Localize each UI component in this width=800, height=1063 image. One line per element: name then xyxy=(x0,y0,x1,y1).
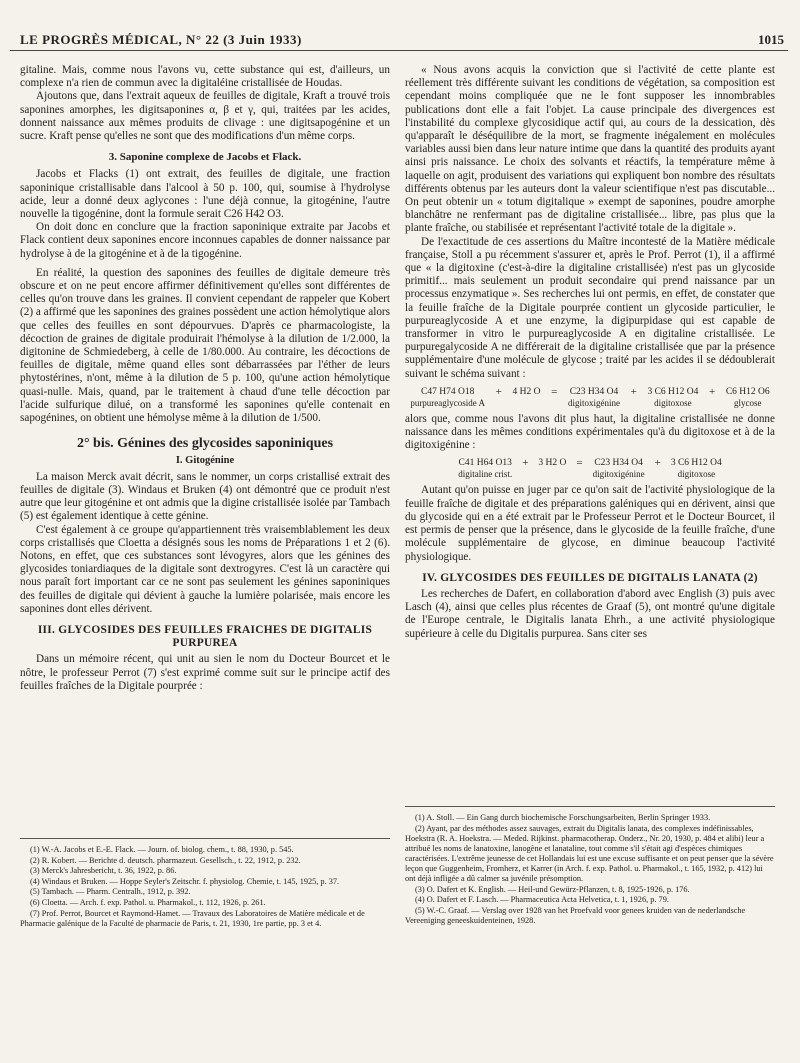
formula-label: digitoxose xyxy=(654,397,692,408)
formula-term xyxy=(671,458,722,480)
page-number: 1015 xyxy=(758,32,784,47)
formula-text: 3 C6 H12 O4 xyxy=(647,386,699,397)
footnote: (2) R. Kobert. — Berichte d. deutsch. pharmazeut. Gesellsch., t. 22, 1912, p. 232. xyxy=(30,855,301,865)
formula-operator: + xyxy=(630,385,637,398)
paragraph: Autant qu'on puisse en juger par ce qu'on sait de l'activité physiologique de la feuille fraîche de digitale et des préparations galéniques qui en dérivent, ainsi que du glycoside qui en a été extrait par le Professeur Perrot et le Docteur Bourcet, il est permis de penser que la présence, dans le glycoside de la feuille fraîche, d'une molécule supplémentaire de glycose, en diminue beaucoup l'activité physiologique. xyxy=(405,484,775,563)
footnote: (4) O. Dafert et F. Lasch. — Pharmaceutica Acta Helvetica, t. 1, 1926, p. 79. xyxy=(415,895,669,905)
formula-text: C41 H64 O13 xyxy=(458,458,512,469)
chemical-equation-1 xyxy=(405,387,775,409)
section-heading: 3. Saponine complexe de Jacobs et Flack. xyxy=(108,151,302,164)
formula-operator: = xyxy=(576,457,583,470)
paragraph: C'est également à ce groupe qu'appartiennent très vraisemblablement les deux corps cristallisés que Cloetta a désignés sous les noms de Préparations 1 et 2 (6). Notons, en effet, que ces substances sont lévogyres, alors que les génines des glycosides toniardiaques de la digitale sont dextrogyres. C'est là un caractère qui nous paraît fort important car ce ne sont pas seulement les génines saponiniques des feuilles de digitale qui dévient à gauche la lumière polarisée, mais encore les saponines dont elles dérivent. xyxy=(20,523,390,615)
footnote: (6) Cloetta. — Arch. f. exp. Pathol. u. Pharmakol., t. 112, 1926, p. 261. xyxy=(30,897,266,907)
footnote: (2) Ayant, par des méthodes assez sauvages, extrait du Digitalis lanata, des complexes indéfinissables, Hoekstra (R. A. Hoekstra. — Meded. Rijkinst. pharmacotherap. Onderz., Nr. 20, 1930, p. 484 et alibi) leur a attribué les noms de lanatoxine, lanogène et lanataline, tout comme s'il s'était agi d'espèces chimiques caractérisées. L'extrême jeunesse de cet Hollandais lui est une excuse suffisante et on peut penser que la sévère leçon que Guggenheim, Fromherz, et Karrer (in Arch. f. exp. Pathol. u. Pharmakol., t. 165, 1932, p. 412) lui ont déjà infligée a dû calmer sa juvénile présomption. xyxy=(405,823,774,884)
paragraph: En réalité, la question des saponines des feuilles de digitale demeure très obscure et on ne peut encore affirmer définitivement qu'elles sont différentes de celles qu'on trouve dans les graines. Il convient cependant de rappeler que Kobert (2) a affirmé que les saponines des graines possèdent une action hémolytique alors que celles des feuilles en sont dépourvues. D'après ce pharmacologiste, la décoction de graines de digitale produirait l'hémolyse à la dilution de 1/2.000, la digitonine de Schmiedeberg, à celle de 1/80.000. Au contraire, les décoctions de feuilles de digitale, même quand elles sont débarrassées par l'éther de leurs phytostérines, n'ont, même à la dilution de 5 p. 100, qu'une action hémolytique quasi-nulle. Mais, quand, par le traitement à chaud d'une telle décoction par l'acide sulfurique dilué, on a transformé les saponines qu'elle contenait en sapogénines, on obtient une hémolyse même à la dilution de 1/500. xyxy=(20,266,390,425)
footnote: (4) Windaus et Bruken. — Hoppe Seyler's Zeitschr. f. physiolog. Chemie, t. 145, 1925, p. 37. xyxy=(30,876,340,886)
formula-text: 3 C6 H12 O4 xyxy=(670,458,722,469)
paragraph: gitaline. Mais, comme nous l'avons vu, cette substance qui est, d'ailleurs, un complexe n'a rien de commun avec la digitaléine cristallisée de Houdas. xyxy=(20,64,390,90)
formula-term xyxy=(458,458,512,480)
formula-term xyxy=(513,387,541,409)
formula-text: C47 H74 O18 xyxy=(421,386,475,397)
footnote: (1) A. Stoll. — Ein Gang durch biochemische Forschungsarbeiten, Berlin Springer 1933. xyxy=(415,813,711,822)
paragraph: Jacobs et Flacks (1) ont extrait, des feuilles de digitale, une fraction saponinique cristallisable dans l'alcool à 50 p. 100, qui, soumise à l'hydrolyse acide, leur a donné deux aglycones : l'une déjà connue, la gitogénine, l'autre nouvelle la tigogénine, dont la formule serait C26 H42 O3. xyxy=(20,168,390,221)
paragraph: Les recherches de Dafert, en collaboration d'abord avec English (3) puis avec Lasch (4), ainsi que celles plus récentes de Graaf (5), ont montré qu'une digitale de l'Europe centrale, le Digitalis lanata Ehrh., a une activité physiologique supérieure à celle du Digitalis purpurea. Sans citer ses xyxy=(405,587,775,640)
footnote: (7) Prof. Perrot, Bourcet et Raymond-Hamet. — Travaux des Laboratoires de Matière médicale et de Pharmacie galénique de la Faculté de pharmacie de Paris, t. 21, 1930, 1re partie, pp. 3 et 4. xyxy=(20,908,365,928)
running-header xyxy=(10,30,788,51)
formula-label: purpureaglycoside A xyxy=(410,397,486,408)
formula-text: C23 H34 O4 xyxy=(594,458,643,469)
formula-text: 3 H2 O xyxy=(538,458,567,469)
paragraph: « Nous avons acquis la conviction que si l'activité de cette plante est réellement très différente suivant les conditions de végétation, sa composition est cependant moins compliquée que ne le font supposer les innombrables publications dont elle a fait l'objet. La cause principale des divergences est l'instabilité du complexe glycosidique actif qui, au cours de la dessication, dès qu'apparaît le déséquilibre de la mort, se fragmente inégalement en molécules variables aussi bien dans leur nature intime que dans la quantité des produits ayant ainsi pris naissance. Le choix des solvants et réactifs, la température même à laquelle on agit, produisent des variations qui expliquent bon nombre des résultats différents obtenus par les auteurs dont la valeur scientifique n'est pas discutable... On peut obtenir un « totum digitalique » exempt de saponines, poudre amorphe blanchâtre ne renfermant pas de digitaline cristallisée... libre, pas plus que la plante fraîche, ou stabilisée et représentant l'activité totale de la digitale ». xyxy=(405,64,775,235)
right-column xyxy=(405,64,775,641)
footnote: (5) W.-C. Graaf. — Verslag over 1928 van het Proefvald voor genees kruiden van de nederlandsche Vereeniging geneeskuidenteinen, 1928. xyxy=(405,905,746,925)
formula-text: C23 H34 O4 xyxy=(569,386,619,397)
paragraph: De l'exactitude de ces assertions du Maître incontesté de la Matière médicale française, Stoll a pu récemment s'assurer et, après le Prof. Perrot (1), il a affirmé que « la digitoxine (c'est-à-dire la digitaline cristallisée) n'est pas un glycoside primitif... mais seulement un produit secondaire qui prend naissance par un processus enzymatique ». Ses recherches lui ont permis, en effet, de constater que la feuille fraîche de la Digitale pourprée contient un glycoside particulier, le purpureaglycoside A et une enzyme, la digipurpidase qui est capable de transformer in vitro le purpureaglycoside A en digitaline cristallisée. Le purpuregalycoside A ne différerait de la digitaline cristallisée que par la présence supplémentaire d'une molécule de glycose ; traité par les acides il se dédoublerait suivant le schéma suivant : xyxy=(405,235,775,380)
formula-term xyxy=(726,387,770,409)
footnote: (3) O. Dafert et K. English. — Heil-und Gewürz-Pflanzen, t. 8, 1925-1926, p. 176. xyxy=(415,884,690,894)
formula-label: glycose xyxy=(734,397,762,408)
footnote: (5) Tambach. — Pharm. Centralh., 1912, p. 392. xyxy=(30,887,191,897)
subsection-heading: I. Gitogénine xyxy=(175,455,235,467)
section-heading: 2° bis. Génines des glycosides saponiniques xyxy=(76,436,334,452)
footnote: (3) Merck's Jahresbericht, t. 36, 1922, p. 86. xyxy=(30,866,177,876)
formula-text: C6 H12 O6 xyxy=(725,386,770,397)
formula-operator: + xyxy=(522,457,529,470)
formula-label: digitoxigénine xyxy=(592,469,645,480)
formula-operator: = xyxy=(551,385,558,398)
formula-term xyxy=(568,387,620,409)
formula-term xyxy=(538,458,566,480)
left-column xyxy=(20,64,390,693)
paragraph: La maison Merck avait décrit, sans le nommer, un corps cristallisé extrait des feuilles de digitale (3). Windaus et Bruken (4) ont démontré que ce produit n'est autre que leur gitogénine et ont admis que la digine cristallisée isolée par Tambach (5) est également identique à cette génine. xyxy=(20,470,390,523)
formula-label: digitaline crist. xyxy=(458,469,513,480)
formula-term xyxy=(410,387,485,409)
paragraph: On doit donc en conclure que la fraction saponinique extraite par Jacobs et Flack contient deux saponines encore inconnues capables de donner naissance par hydrolyse à de la gitogénine et à de la tigogénine. xyxy=(20,221,390,260)
section-heading: III. GLYCOSIDES DES FEUILLES FRAICHES DE DIGITALIS PURPUREA xyxy=(37,623,373,650)
formula-operator: + xyxy=(709,385,716,398)
formula-label: digitoxose xyxy=(677,469,716,480)
paragraph: Dans un mémoire récent, qui unit au sien le nom du Docteur Bourcet et le nôtre, le professeur Perrot (7) s'est exprimé comme suit sur le principe actif des feuilles fraîches de la Digitale pourprée : xyxy=(20,653,390,692)
footnotes-left xyxy=(20,838,390,929)
formula-operator: + xyxy=(654,457,661,470)
formula-label: digitoxigénine xyxy=(567,397,620,408)
formula-term xyxy=(593,458,645,480)
formula-text: 4 H2 O xyxy=(512,386,541,397)
footnotes-right xyxy=(405,806,775,927)
paragraph: alors que, comme nous l'avons dit plus haut, la digitaline cristallisée ne donne naissance dans les mêmes conditions expérimentales qu'à du digitoxose et à de la digitoxigénine : xyxy=(405,412,775,452)
footnote: (1) W.-A. Jacobs et E.-E. Flack. — Journ. of. biolog. chem., t. 88, 1930, p. 545. xyxy=(30,845,294,854)
chemical-equation-2 xyxy=(405,458,775,480)
formula-operator: + xyxy=(495,385,502,398)
section-heading: IV. GLYCOSIDES DES FEUILLES DE DIGITALIS LANATA (2) xyxy=(422,571,758,584)
paragraph: Ajoutons que, dans l'extrait aqueux de feuilles de digitale, Kraft a trouvé trois saponines amorphes, les digitsaponines α, β et γ, qui, traitées par les acides, donnent naissance aux mêmes produits de clivage : une digitsapogénine et un sucre. Kraft pense qu'elles ne sont que des modifications d'un même corps. xyxy=(20,90,390,143)
journal-title: LE PROGRÈS MÉDICAL, N° 22 (3 Juin 1933) xyxy=(20,32,302,47)
formula-term xyxy=(647,387,698,409)
